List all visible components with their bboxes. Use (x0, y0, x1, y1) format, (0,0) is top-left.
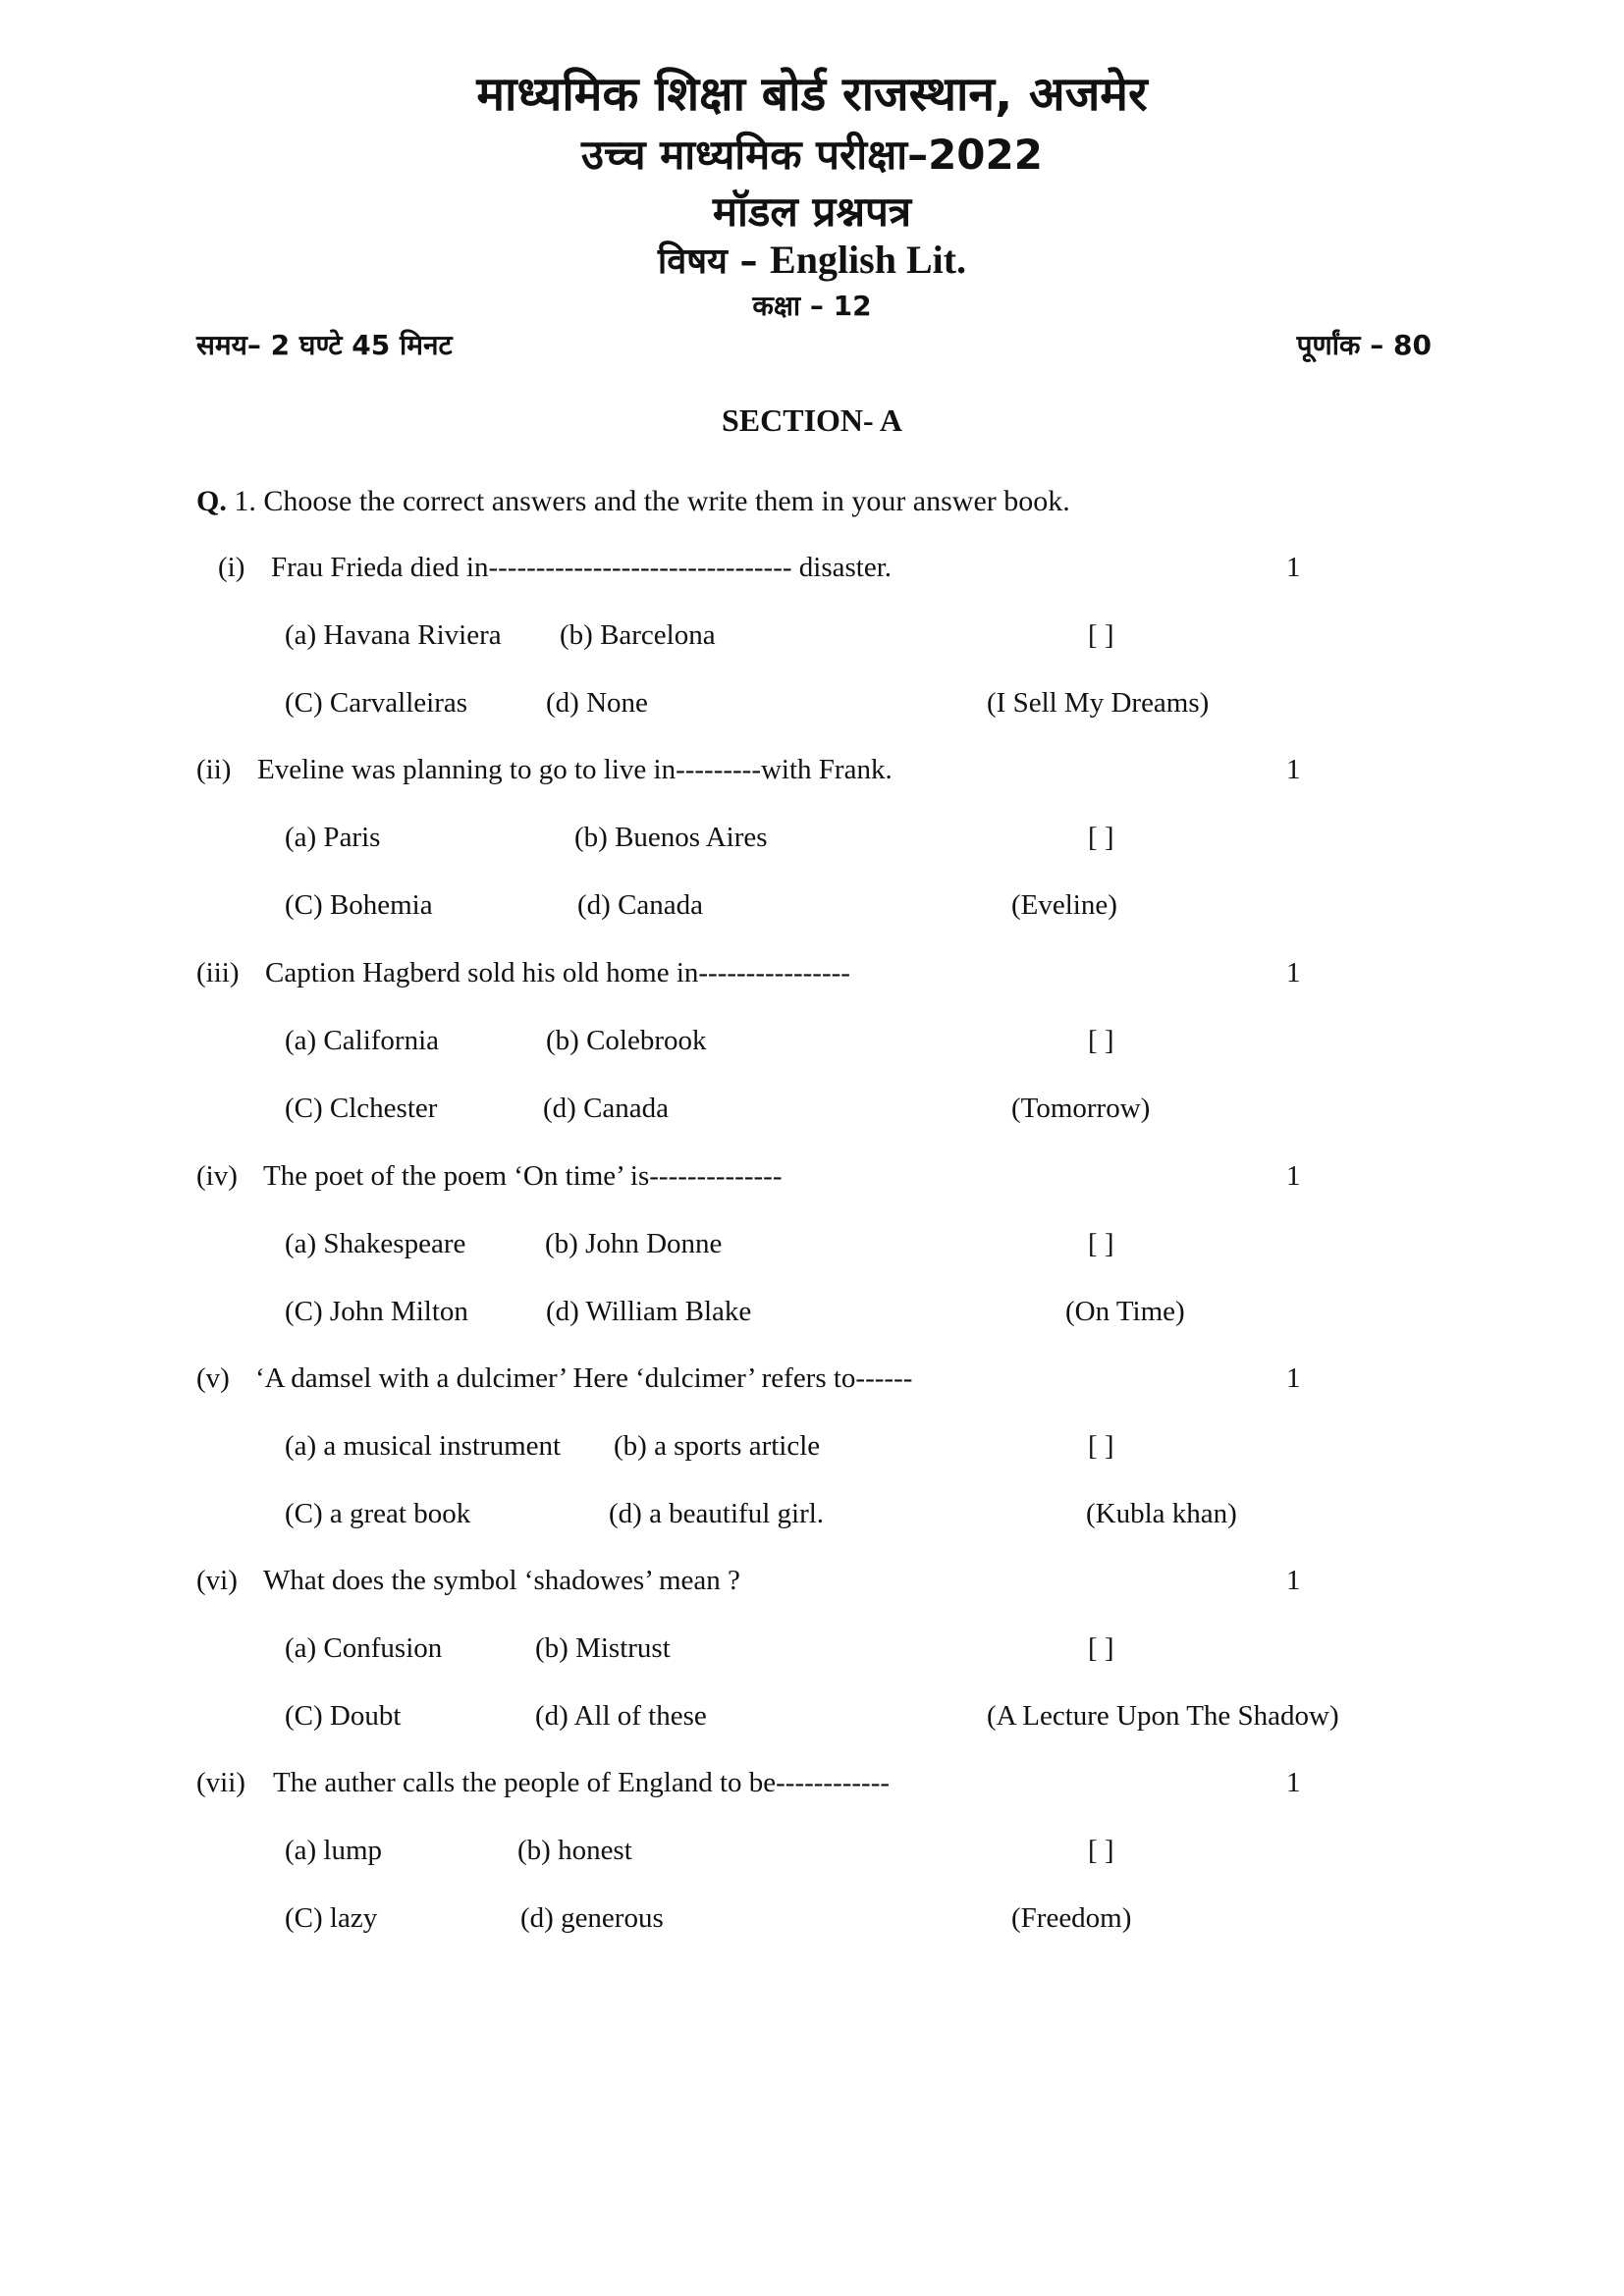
instruction (196, 485, 1070, 518)
option-c: (C) Bohemia (285, 889, 433, 921)
option-c: (C) John Milton (285, 1296, 468, 1327)
option-b: (b) John Donne (545, 1228, 723, 1259)
board-title: माध्यमिक शिक्षा बोर्ड राजस्थान, अजमेर (476, 67, 1148, 122)
option-b: (b) honest (517, 1835, 632, 1866)
question-marks: 1 (1286, 754, 1301, 785)
option-d: (d) Canada (577, 889, 704, 921)
option-d: (d) generous (520, 1902, 664, 1934)
option-b: (b) Colebrook (546, 1025, 707, 1056)
instruction-text: 1. Choose the correct answers and the write them in your answer book. (234, 485, 1070, 517)
option-a: (a) California (285, 1025, 440, 1056)
answer-bracket: [ ] (1088, 1025, 1114, 1056)
question-number: (vi) (196, 1565, 238, 1596)
source-title: (Eveline) (1011, 889, 1117, 921)
question-text: The poet of the poem ‘On time’ is-------------- (263, 1160, 783, 1192)
question-text: Eveline was planning to go to live in---------with Frank. (257, 754, 893, 785)
answer-bracket: [ ] (1088, 619, 1114, 651)
question-label: Q. (196, 485, 227, 517)
option-a: (a) lump (285, 1835, 383, 1866)
option-a: (a) Paris (285, 822, 381, 853)
option-d: (d) None (546, 687, 648, 719)
exam-title: उच्च माध्यमिक परीक्षा–2022 (581, 131, 1043, 179)
source-title: (A Lecture Upon The Shadow) (987, 1700, 1339, 1732)
question-marks: 1 (1286, 552, 1301, 583)
answer-bracket: [ ] (1088, 822, 1114, 853)
option-b: (b) Buenos Aires (574, 822, 768, 853)
source-title: (Tomorrow) (1011, 1093, 1151, 1124)
option-b: (b) a sports article (614, 1430, 821, 1462)
answer-bracket: [ ] (1088, 1835, 1114, 1866)
option-d: (d) William Blake (546, 1296, 752, 1327)
question-marks: 1 (1286, 1160, 1301, 1192)
answer-bracket: [ ] (1088, 1632, 1114, 1664)
subject-name: English Lit. (770, 238, 967, 282)
option-a: (a) a musical instrument (285, 1430, 562, 1462)
question-number: (ii) (196, 754, 232, 785)
subject-line (0, 236, 1624, 284)
question-number: (v) (196, 1362, 230, 1394)
question-text: ‘A damsel with a dulcimer’ Here ‘dulcimer’ refers to------ (255, 1362, 913, 1394)
option-c: (C) Doubt (285, 1700, 402, 1732)
question-marks: 1 (1286, 1362, 1301, 1394)
subject-prefix: विषय – (657, 241, 758, 282)
option-b: (b) Barcelona (560, 619, 716, 651)
section-heading: SECTION- A (721, 402, 903, 438)
paper-title: मॉडल प्रश्नपत्र (712, 187, 912, 236)
class-line: कक्षा – 12 (752, 290, 872, 322)
question-number: (i) (218, 552, 245, 583)
option-c: (C) lazy (285, 1902, 378, 1934)
option-d: (d) All of these (535, 1700, 707, 1732)
option-b: (b) Mistrust (535, 1632, 671, 1664)
question-text: What does the symbol ‘shadowes’ mean ? (263, 1565, 740, 1596)
question-number: (vii) (196, 1767, 245, 1798)
question-marks: 1 (1286, 1767, 1301, 1798)
source-title: (On Time) (1065, 1296, 1185, 1327)
question-text: The auther calls the people of England to be------------ (273, 1767, 891, 1798)
option-d: (d) Canada (543, 1093, 670, 1124)
option-a: (a) Confusion (285, 1632, 443, 1664)
time-allowed: समय– 2 घण्टे 45 मिनट (196, 329, 453, 361)
question-text: Frau Frieda died in-------------------------------- disaster. (271, 552, 892, 583)
option-d: (d) a beautiful girl. (609, 1498, 825, 1529)
answer-bracket: [ ] (1088, 1430, 1114, 1462)
question-text: Caption Hagberd sold his old home in---------------- (265, 957, 850, 988)
option-a: (a) Shakespeare (285, 1228, 466, 1259)
question-marks: 1 (1286, 957, 1301, 988)
question-number: (iv) (196, 1160, 238, 1192)
option-c: (C) Clchester (285, 1093, 438, 1124)
option-a: (a) Havana Riviera (285, 619, 502, 651)
answer-bracket: [ ] (1088, 1228, 1114, 1259)
option-c: (C) a great book (285, 1498, 471, 1529)
source-title: (Kubla khan) (1086, 1498, 1237, 1529)
source-title: (I Sell My Dreams) (987, 687, 1210, 719)
source-title: (Freedom) (1011, 1902, 1132, 1934)
question-number: (iii) (196, 957, 240, 988)
option-c: (C) Carvalleiras (285, 687, 468, 719)
max-marks: पूर्णांक – 80 (1296, 329, 1432, 361)
question-marks: 1 (1286, 1565, 1301, 1596)
